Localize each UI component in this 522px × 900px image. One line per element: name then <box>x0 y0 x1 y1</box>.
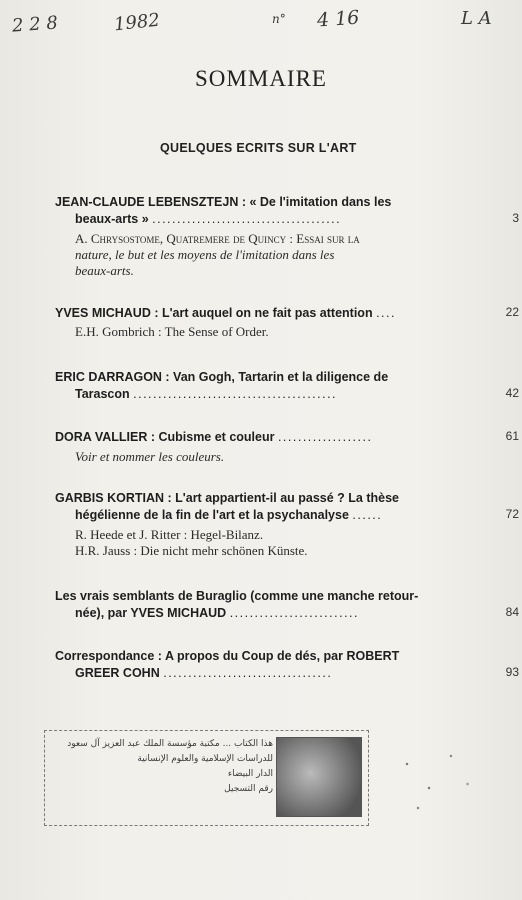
toc-entry <box>55 429 519 465</box>
toc-entry <box>55 490 519 559</box>
page-number: 3 <box>512 211 519 225</box>
leader-dots: ......................................... <box>133 387 338 401</box>
leader-dots: ...... <box>352 508 383 522</box>
toc-entry-title-cont: hégélienne de la fin de l'art et la psychanalyse <box>75 508 349 522</box>
page-number: 84 <box>505 605 519 619</box>
handwritten-number: 4 16 <box>316 6 361 32</box>
stamp-line: الدار البيضاء <box>227 769 273 779</box>
stamp-text <box>63 737 273 797</box>
stamp-emblem-image <box>276 737 362 817</box>
page-title: SOMMAIRE <box>195 66 327 91</box>
leader-dots: .... <box>376 306 396 320</box>
leader-dots: ................... <box>277 430 373 444</box>
toc-entry-title: GARBIS KORTIAN : L'art appartient-il au passé ? La thèse <box>55 491 400 505</box>
toc-entry-title: DORA VALLIER : Cubisme et couleur <box>55 430 275 444</box>
toc-note: nature, le but et les moyens de l'imitation dans les <box>75 247 335 262</box>
toc-note: H.R. Jauss : Die nicht mehr schönen Künste. <box>75 543 308 558</box>
toc-entry-title: ERIC DARRAGON : Van Gogh, Tartarin et la diligence de <box>55 370 389 384</box>
library-stamp <box>44 730 369 826</box>
scan-specks <box>385 740 495 820</box>
toc-note: R. Heede et J. Ritter : Hegel-Bilanz. <box>75 527 264 542</box>
leader-dots: ...................................... <box>152 212 342 226</box>
toc-entry <box>55 588 519 622</box>
toc-note: E.H. Gombrich : The Sense of Order. <box>75 324 269 339</box>
stamp-line: رقم التسجيل <box>224 784 273 794</box>
toc-entry <box>55 194 519 279</box>
handwritten-code: L A <box>461 8 492 29</box>
handwritten-year: 1982 <box>113 9 161 36</box>
toc-entry <box>55 305 519 340</box>
stamp-line: للدراسات الإسلامية والعلوم الإنسانية <box>137 754 273 764</box>
handwritten-note-1: 2 2 8 <box>11 12 59 37</box>
handwritten-number-label: n° <box>272 12 286 26</box>
toc-note: Voir et nommer les couleurs. <box>75 449 225 464</box>
toc-note: beaux-arts. <box>75 263 134 278</box>
toc-entry-title-cont: GREER COHN <box>75 666 160 680</box>
toc-entry-title: JEAN-CLAUDE LEBENSZTEJN : « De l'imitation dans les <box>55 195 392 209</box>
toc-entry-title: YVES MICHAUD : L'art auquel on ne fait pas attention <box>55 306 373 320</box>
page-number: 42 <box>505 386 519 400</box>
leader-dots: .................................. <box>163 666 333 680</box>
page-number: 22 <box>505 305 519 319</box>
stamp-line: هذا الكتاب ... مكتبة مؤسسة الملك عبد العزيز آل سعود <box>67 739 273 749</box>
toc-entry-title-cont: née), par YVES MICHAUD <box>75 606 227 620</box>
section-subtitle: QUELQUES ECRITS SUR L'ART <box>160 141 357 155</box>
page-number: 61 <box>505 429 519 443</box>
page-number: 93 <box>505 665 519 679</box>
toc-entry <box>55 369 519 403</box>
leader-dots: .......................... <box>229 606 359 620</box>
page-number: 72 <box>505 507 519 521</box>
toc-entry-title-cont: beaux-arts » <box>75 212 149 226</box>
toc-entry-title-cont: Tarascon <box>75 387 130 401</box>
toc-note: A. Chrysostome, Quatremere de Quincy : Essai sur la <box>75 231 360 246</box>
toc-entry-title: Les vrais semblants de Buraglio (comme une manche retour- <box>55 589 419 603</box>
toc-entry-title: Correspondance : A propos du Coup de dés, par ROBERT <box>55 649 400 663</box>
toc-entry <box>55 648 519 682</box>
